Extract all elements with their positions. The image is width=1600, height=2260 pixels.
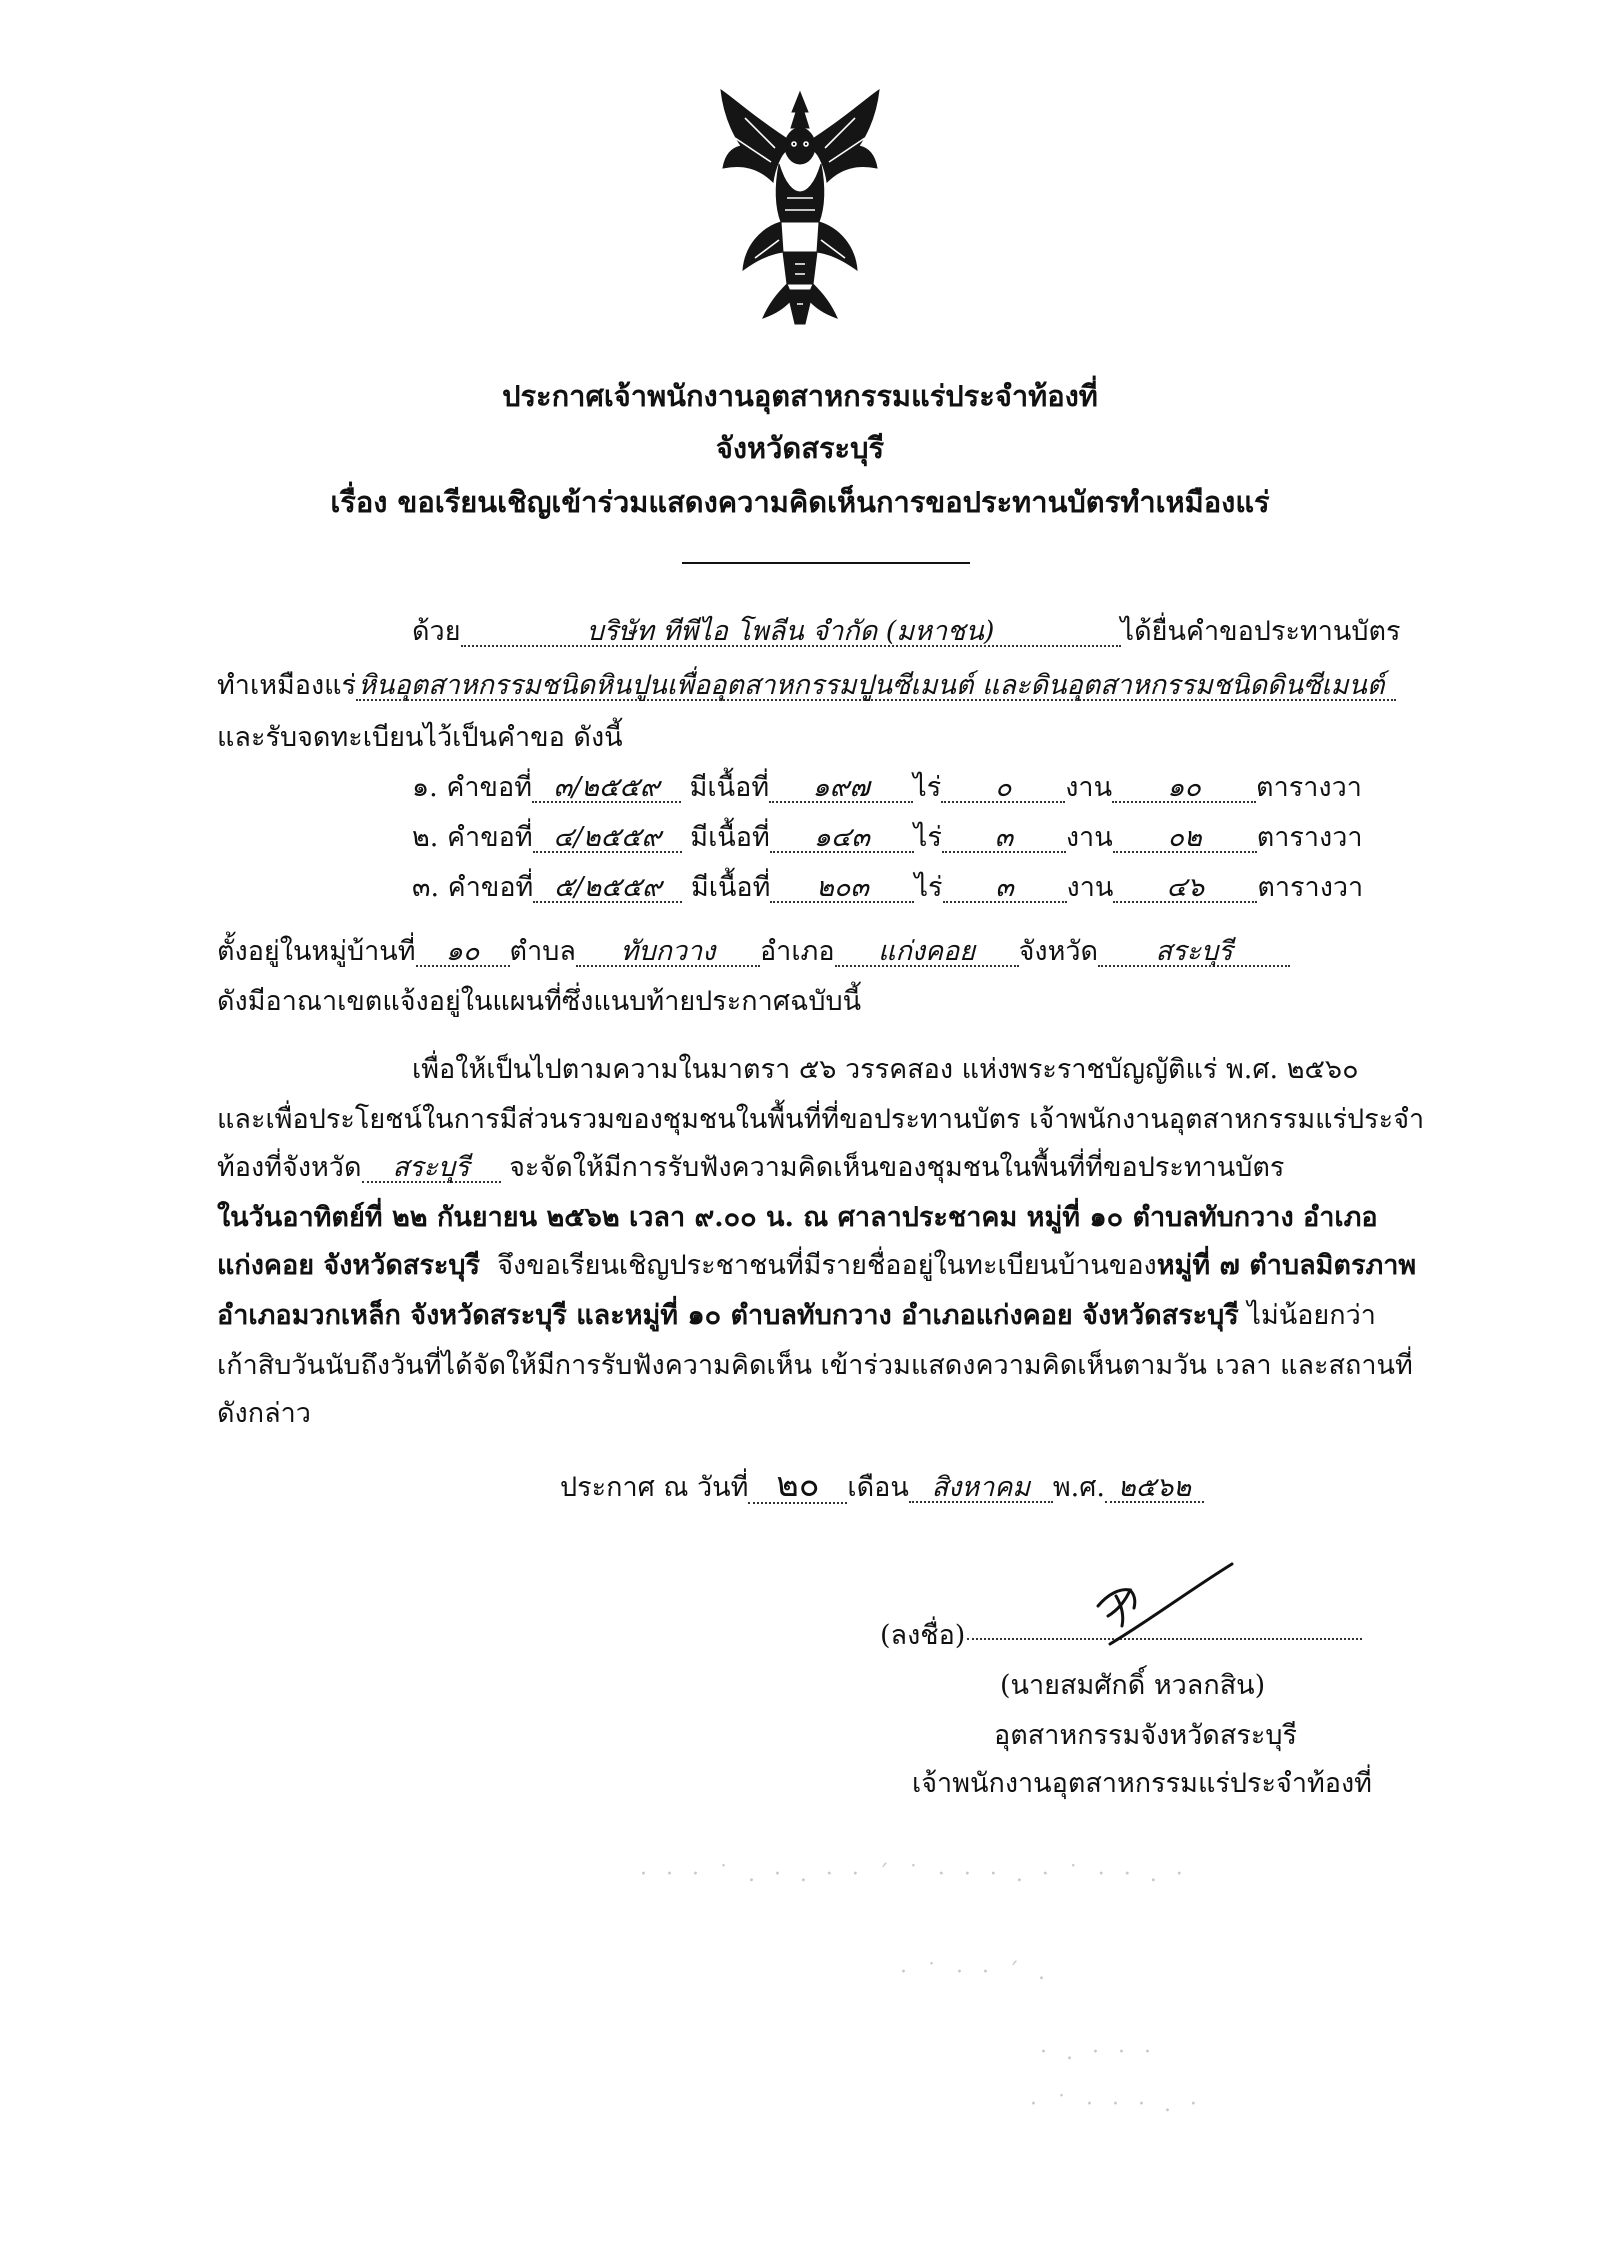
signatory-title-2: เจ้าพนักงานอุตสาหกรรมแร่ประจำท้องที่	[912, 1768, 1372, 1799]
sq-wa-label: ตารางวา	[1256, 822, 1363, 853]
signatory-name: (นายสมศักดิ์ หวลกสิน)	[1000, 1670, 1266, 1701]
province-title: จังหวัดสระบุรี	[715, 431, 885, 465]
rai-label: ไร่	[913, 822, 942, 853]
mining-label: ทำเหมืองแร่	[217, 670, 357, 701]
request-no-label: คำขอที่	[446, 822, 533, 853]
request-row	[412, 774, 1362, 803]
village-value: ๑๐	[416, 938, 510, 967]
request-no-value: ๔/๒๕๕๙	[533, 824, 682, 853]
bleed-through-marks: · ˙ · · · . ·	[1030, 2092, 1203, 2117]
body-line-3	[217, 1154, 1284, 1183]
announcement-date	[560, 1465, 1204, 1505]
body-line-2: และเพื่อประโยชน์ในการมีส่วนรวมของชุมชนในพื้นที่ที่ขอประทานบัตร เจ้าพนักงานอุตสาหกรรมแร่ประจำ	[217, 1104, 1425, 1135]
request-row	[412, 824, 1363, 853]
request-no-value: ๓/๒๕๕๙	[532, 774, 681, 803]
company-name: บริษัท ทีพีไอ โพลีน จำกัด (มหาชน)	[461, 618, 1121, 647]
month-label: เดือน	[847, 1472, 909, 1503]
request-number: ๒.	[412, 822, 439, 853]
sq-wa-value: ๔๖	[1113, 874, 1257, 903]
date-month-value: สิงหาคม	[909, 1474, 1053, 1503]
subdistrict-label: ตำบล	[509, 936, 576, 967]
sign-label: (ลงชื่อ)	[880, 1620, 966, 1651]
invited-village-1: หมู่ที่ ๗ ตำบลมิตรภาพ	[1156, 1250, 1417, 1281]
intro-line-1	[412, 618, 1401, 647]
body-line-6	[217, 1302, 1376, 1329]
hearing-datetime-line: ในวันอาทิตย์ที่ ๒๒ กันยายน ๒๕๖๒ เวลา ๙.๐๐ น. ณ ศาลาประชาคม หมู่ที่ ๑๐ ตำบลทับกวาง อำเภอ	[217, 1202, 1378, 1233]
map-note: ดังมีอาณาเขตแจ้งอยู่ในแผนที่ซึ่งแนบท้ายประกาศฉบับนี้	[217, 986, 862, 1017]
ngan-value: ๓	[942, 824, 1066, 853]
bleed-through-marks: · . · · ·	[1040, 2040, 1157, 2065]
bleed-through-marks: · · · ˙ . · . · · ´ ˙ · · · . · ˙ · · . ·	[640, 1862, 1189, 1887]
request-number: ๑.	[412, 772, 438, 803]
year-label: พ.ศ.	[1052, 1472, 1105, 1503]
by-label: ด้วย	[412, 616, 461, 647]
village-label: ตั้งอยู่ในหมู่บ้านที่	[217, 936, 416, 967]
body-hearing-text: จะจัดให้มีการรับฟังความคิดเห็นของชุมชนในพื้นที่ที่ขอประทานบัตร	[509, 1152, 1285, 1183]
garuda-emblem	[715, 88, 885, 328]
body-province-value: สระบุรี	[362, 1154, 501, 1183]
body-line-5	[217, 1252, 1416, 1279]
body-line-8: ดังกล่าว	[217, 1398, 311, 1429]
request-number: ๓.	[412, 872, 440, 903]
sq-wa-value: ๐๒	[1113, 824, 1257, 853]
rai-value: ๑๔๓	[770, 824, 914, 853]
ngan-value: ๓	[943, 874, 1067, 903]
date-day-value: ๒๐	[748, 1468, 847, 1504]
rai-value: ๑๙๗	[769, 774, 913, 803]
location-line	[217, 938, 1290, 967]
subject-title: เรื่อง ขอเรียนเชิญเข้าร่วมแสดงความคิดเห็นการขอประทานบัตรทำเหมืองแร่	[330, 485, 1270, 519]
ngan-label: งาน	[1066, 872, 1114, 903]
rai-value: ๒๐๓	[770, 874, 914, 903]
ngan-label: งาน	[1065, 822, 1113, 853]
date-year-value: ๒๕๖๒	[1105, 1474, 1204, 1503]
ngan-value: ๐	[941, 774, 1065, 803]
date-label: ประกาศ ณ วันที่	[560, 1472, 749, 1503]
invitation-text: จึงขอเรียนเชิญประชาชนที่มีรายชื่ออยู่ในทะเบียนบ้านของ	[497, 1250, 1157, 1281]
applied-text: ได้ยื่นคำขอประทานบัตร	[1120, 616, 1401, 647]
area-label: มีเนื้อที่	[690, 822, 770, 853]
handwritten-signature	[1060, 1560, 1240, 1650]
announcement-title: ประกาศเจ้าพนักงานอุตสาหกรรมแร่ประจำท้องที่	[502, 379, 1098, 413]
invited-villages: อำเภอมวกเหล็ก จังหวัดสระบุรี และหมู่ที่ ๑๐ ตำบลทับกวาง อำเภอแก่งคอย จังหวัดสระบุรี	[217, 1300, 1239, 1331]
minimum-period-text: ไม่น้อยกว่า	[1247, 1300, 1376, 1331]
rai-label: ไร่	[914, 872, 943, 903]
subdistrict-value: ทับกวาง	[576, 938, 760, 967]
bleed-through-marks: · ˙ · · ´ .	[900, 1960, 1051, 1985]
ngan-label: งาน	[1065, 772, 1113, 803]
hearing-district: แก่งคอย จังหวัดสระบุรี	[217, 1250, 481, 1281]
title-divider	[682, 562, 970, 564]
area-label: มีเนื้อที่	[690, 872, 771, 903]
body-province-label: ท้องที่จังหวัด	[217, 1152, 362, 1183]
registered-text: และรับจดทะเบียนไว้เป็นคำขอ ดังนี้	[217, 722, 623, 753]
intro-line-2	[217, 672, 1396, 701]
province-value: สระบุรี	[1098, 938, 1290, 967]
sq-wa-label: ตารางวา	[1257, 872, 1364, 903]
district-label: อำเภอ	[759, 936, 835, 967]
request-no-value: ๕/๒๕๕๙	[533, 874, 682, 903]
body-line-1: เพื่อให้เป็นไปตามความในมาตรา ๕๖ วรรคสอง แห่งพระราชบัญญัติแร่ พ.ศ. ๒๕๖๐	[412, 1054, 1359, 1085]
area-label: มีเนื้อที่	[689, 772, 770, 803]
body-line-7: เก้าสิบวันนับถึงวันที่ได้จัดให้มีการรับฟังความคิดเห็น เข้าร่วมแสดงความคิดเห็นตามวัน เวลา และสถานที่	[217, 1350, 1413, 1381]
rai-label: ไร่	[913, 772, 942, 803]
signatory-title-1: อุตสาหกรรมจังหวัดสระบุรี	[994, 1720, 1297, 1751]
request-no-label: คำขอที่	[446, 772, 533, 803]
district-value: แก่งคอย	[835, 938, 1019, 967]
mineral-types: หินอุตสาหกรรมชนิดหินปูนเพื่ออุตสาหกรรมปูนซีเมนต์ และดินอุตสาหกรรมชนิดดินซีเมนต์	[356, 672, 1396, 701]
request-no-label: คำขอที่	[447, 872, 534, 903]
sq-wa-value: ๑๐	[1112, 774, 1256, 803]
request-row	[412, 874, 1363, 903]
sq-wa-label: ตารางวา	[1256, 772, 1362, 803]
province-label: จังหวัด	[1018, 936, 1099, 967]
